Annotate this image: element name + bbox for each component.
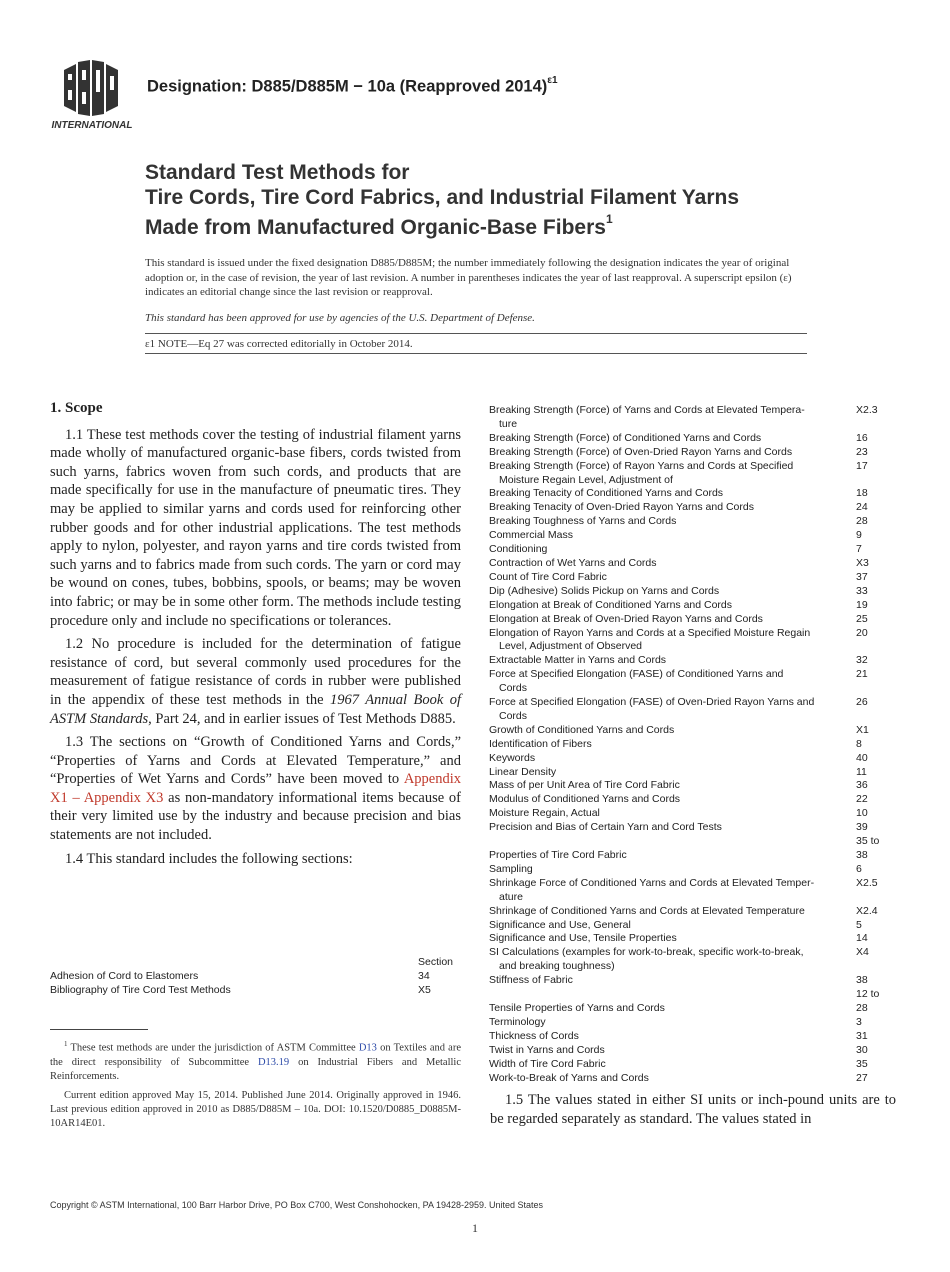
list-item-section-number: 27 (856, 1071, 868, 1084)
list-item-section-number: X2.3 (856, 404, 878, 416)
list-item-title: Breaking Tenacity of Conditioned Yarns and Cords (489, 487, 724, 500)
editorial-note (145, 338, 413, 350)
list-item-section-number: 28 (856, 1001, 868, 1014)
list-item-continuation: ature (499, 890, 523, 903)
list-item (489, 571, 884, 585)
list-item (489, 738, 884, 752)
list-item (489, 835, 884, 849)
document-title (145, 160, 905, 240)
list-item-section-number: 22 (856, 793, 868, 806)
dod-approval: This standard has been approved for use by agencies of the U.S. Department of Defense. (145, 312, 535, 324)
list-item-continuation: Level, Adjustment of Observed (499, 640, 642, 653)
copyright: Copyright © ASTM International, 100 Barr Harbor Drive, PO Box C700, West Conshohocken, PA 19428-2959. United States (50, 1200, 544, 1210)
list-item-section-number: X2.5 (856, 876, 878, 889)
list-item-title: Breaking Strength (Force) of Conditioned Yarns and Cords (489, 431, 762, 444)
list-item-section-number: 36 (856, 779, 868, 792)
list-item-label (489, 724, 856, 738)
list-item-label (489, 404, 856, 432)
list-item-section-number: X1 (856, 723, 869, 736)
list-item-title: Mass of per Unit Area of Tire Cord Fabric (489, 779, 680, 792)
left-column (50, 399, 461, 873)
list-item (489, 1016, 884, 1030)
paragraph-1-4: 1.4 This standard includes the following sections: (65, 850, 353, 867)
list-item-title: Elongation of Rayon Yarns and Cords at a Specified Moisture Regain (489, 626, 811, 639)
p3-text-b: as non-mandatory informational items because of their very limited use by the industry and because precision and bias statements are not included. (50, 789, 461, 844)
list-item (489, 1002, 884, 1016)
list-item (489, 515, 884, 529)
list-item-label (489, 1016, 856, 1030)
list-item-title: Force at Specified Elongation (FASE) of Oven-Dried Rayon Yarns and (489, 696, 815, 709)
list-item-section-number: 38 (856, 974, 868, 987)
list-item-section-number: 26 (856, 696, 868, 709)
list-item-section-number: 35 (856, 1057, 868, 1070)
list-item (489, 807, 884, 821)
list-item-title: Dip (Adhesive) Solids Pickup on Yarns and Cords (489, 584, 720, 597)
list-item (489, 599, 884, 613)
footnote-1 (50, 1037, 461, 1084)
list-item-title: Tensile Properties of Yarns and Cords (489, 1001, 665, 1014)
footnote-2: Current edition approved May 15, 2014. Published June 2014. Originally approved in 1946. Last previous edition approved in 2010 as D885/D885M – 10a. DOI: 10.1520/D0885_D0885M-10AR14E01. (50, 1089, 461, 1129)
list-item (489, 849, 884, 863)
list-item (489, 668, 884, 696)
list-item-section-number: X3 (856, 556, 869, 569)
list-item-label (489, 1002, 856, 1016)
list-item-label (489, 515, 856, 529)
sections-index (489, 404, 884, 1085)
list-item (489, 988, 884, 1002)
row-section-number: X5 (418, 984, 431, 996)
list-item-label (489, 946, 856, 974)
list-item-title: Properties of Tire Cord Fabric (489, 849, 627, 861)
list-item-continuation: ture (499, 417, 518, 430)
list-item-label (489, 432, 856, 446)
list-item-label (489, 766, 856, 780)
list-item (489, 613, 884, 627)
p3-text-a: 1.3 The sections on “Growth of Conditioned Yarns and Cords,” “Properties of Yarns and Cords at Elevated Temperature,” and “Properties of Wet Yarns and Cords” have been moved to (50, 734, 461, 788)
list-item-section-number: 5 (856, 918, 862, 931)
list-item (489, 974, 884, 988)
row-label: Bibliography of Tire Cord Test Methods (50, 984, 231, 996)
scope-heading: 1. Scope (50, 400, 103, 416)
list-item-section-number: 30 (856, 1043, 868, 1056)
list-item (489, 821, 884, 835)
list-item-label (489, 752, 856, 766)
list-item (489, 404, 884, 432)
list-item-section-number: 19 (856, 598, 868, 611)
paragraph-1-2 (50, 635, 461, 728)
list-item (489, 877, 884, 905)
list-item-title: Shrinkage Force of Conditioned Yarns and Cords at Elevated Temper- (489, 876, 815, 889)
list-item (489, 585, 884, 599)
table-row (50, 983, 461, 997)
list-item-continuation: Cords (499, 682, 528, 695)
list-item (489, 724, 884, 738)
list-item-continuation: Cords (499, 709, 528, 722)
list-item (489, 529, 884, 543)
list-item-title: Breaking Strength (Force) of Yarns and Cords at Elevated Tempera- (489, 404, 805, 416)
list-item (489, 766, 884, 780)
list-item-section-number: 35 to (856, 835, 880, 848)
list-item (489, 557, 884, 571)
list-item-section-number: 28 (856, 515, 868, 528)
list-item-title: SI Calculations (examples for work-to-break, specific work-to-break, (489, 946, 804, 959)
list-item-title: Width of Tire Cord Fabric (489, 1057, 606, 1070)
list-item-section-number: 17 (856, 459, 868, 472)
title-footnote-mark[interactable]: 1 (605, 212, 613, 226)
list-item-label (489, 793, 856, 807)
list-item-title: Elongation at Break of Oven-Dried Rayon Yarns and Cords (489, 612, 763, 625)
list-item-title: Elongation at Break of Conditioned Yarns and Cords (489, 598, 733, 611)
list-item-label (489, 932, 856, 946)
list-item-title: Breaking Strength (Force) of Oven-Dried Rayon Yarns and Cords (489, 445, 793, 458)
preamble: This standard is issued under the fixed designation D885/D885M; the number immediately following the designation indicates the year of original adoption or, in the case of revision, the year of last revision. A number in parentheses indicates the year of last reapproval. A superscript epsilon (ε) indicates an editorial change since the last revision or reapproval. (145, 257, 792, 298)
title-line-1: Standard Test Methods for (145, 161, 410, 184)
list-item-section-number: 33 (856, 584, 868, 597)
footnote-mark: 1 (64, 1040, 68, 1048)
list-item-title: Significance and Use, General (489, 918, 631, 931)
list-item-section-number: 40 (856, 751, 868, 764)
list-item-label (489, 557, 856, 571)
list-item-label (489, 849, 856, 863)
footnote-text: on Industrial Fibers and Metallic Reinforcements. (50, 1056, 461, 1082)
list-item-label (489, 585, 856, 599)
list-item-label (489, 529, 856, 543)
list-item (489, 696, 884, 724)
list-item-label (489, 738, 856, 752)
list-item-title: Keywords (489, 751, 536, 764)
logo-subtext: INTERNATIONAL (51, 120, 133, 131)
title-line-3-text: Made from Manufactured Organic-Base Fibers (145, 216, 606, 239)
divider (145, 333, 807, 334)
list-item-title: Extractable Matter in Yarns and Cords (489, 654, 667, 667)
list-item-title: Moisture Regain, Actual (489, 807, 600, 820)
list-item-section-number: 3 (856, 1015, 862, 1028)
paragraph-1-1: 1.1 These test methods cover the testing of industrial filament yarns made wholly of manufactured organic-base fibers, cords twisted from such yarns, fabrics woven from such cords, and products that are made specifically for use in the manufacture of pneumatic tires. They may be applied to similar yarns and cords used for reinforcing other rubber goods and for other industrial applications. The test methods apply to nylon, polyester, and rayon yarns and tire cords twisted from such yarns and to fabrics made from such cords. The yarn or cord may be wound on cones, tubes, bobbins, spools, or beams; may be woven into fabric; or may be in some other form. The methods include testing procedure only and include no specifications or tolerances. (50, 426, 461, 629)
list-item-section-number: 21 (856, 668, 868, 681)
list-item-title: Precision and Bias of Certain Yarn and Cord Tests (489, 821, 722, 834)
list-item (489, 432, 884, 446)
list-item-section-number: 9 (856, 529, 862, 542)
list-item-section-number: 6 (856, 862, 862, 875)
list-item-title: Linear Density (489, 765, 557, 778)
list-item-title: Breaking Tenacity of Oven-Dried Rayon Yarns and Cords (489, 501, 754, 514)
note-text: NOTE—Eq 27 was corrected editorially in October 2014. (155, 338, 413, 350)
list-item-section-number: 18 (856, 487, 868, 500)
appendix-link[interactable]: Appendix X1 – Appendix X3 (50, 771, 461, 806)
list-item-title: Commercial Mass (489, 529, 574, 542)
list-item-label (489, 460, 856, 488)
title-line-3 (145, 210, 905, 240)
list-item-label (489, 905, 856, 919)
list-item (489, 863, 884, 877)
footnote-text: on Textiles and are the direct responsibility of Subcommittee (50, 1042, 461, 1068)
list-item (489, 543, 884, 557)
list-item-section-number: 8 (856, 737, 862, 750)
section-column-header: Section (418, 956, 454, 968)
list-item-label (489, 1044, 856, 1058)
list-item-title: Shrinkage of Conditioned Yarns and Cords at Elevated Temperature (489, 904, 805, 917)
list-item (489, 627, 884, 655)
list-item (489, 932, 884, 946)
list-item-title: Identification of Fibers (489, 737, 592, 750)
sections-table (50, 955, 461, 997)
list-item-label (489, 1030, 856, 1044)
list-item-section-number: 24 (856, 501, 868, 514)
list-item-section-number: 31 (856, 1029, 868, 1042)
list-item-label (489, 613, 856, 627)
designation (147, 77, 558, 97)
list-item (489, 752, 884, 766)
subcommittee-link[interactable]: D13.19 (257, 1056, 290, 1068)
list-item (489, 460, 884, 488)
designation-epsilon: ε1 (547, 75, 558, 86)
row-section-number: 34 (418, 970, 430, 982)
title-line-2: Tire Cords, Tire Cord Fabrics, and Industrial Filament Yarns (145, 186, 739, 209)
list-item-section-number: 25 (856, 612, 868, 625)
list-item-label (489, 599, 856, 613)
list-item-section-number: 23 (856, 445, 868, 458)
list-item-title: Count of Tire Cord Fabric (489, 570, 607, 583)
astm-logo (50, 60, 134, 132)
list-item-label (489, 501, 856, 515)
designation-text: Designation: D885/D885M − 10a (Reapproved 2014) (147, 77, 548, 96)
list-item-label (489, 919, 856, 933)
list-item-title: Twist in Yarns and Cords (489, 1043, 605, 1056)
list-item (489, 654, 884, 668)
list-item (489, 1058, 884, 1072)
list-item-title: Growth of Conditioned Yarns and Cords (489, 723, 675, 736)
list-item-label (489, 627, 856, 655)
list-item (489, 1072, 884, 1086)
list-item-title: Breaking Toughness of Yarns and Cords (489, 515, 677, 528)
list-item-title: Contraction of Wet Yarns and Cords (489, 556, 657, 569)
list-item-section-number: 7 (856, 543, 862, 556)
p2-text-b: , Part 24, and in earlier issues of Test Methods D885. (148, 710, 456, 727)
list-item-section-number: 12 to (856, 988, 880, 1001)
list-item-label (489, 668, 856, 696)
list-item-title: Conditioning (489, 543, 548, 556)
list-item (489, 1044, 884, 1058)
list-item-section-number: 38 (856, 849, 868, 861)
list-item-label (489, 779, 856, 793)
list-item-label (489, 543, 856, 557)
list-item-label (489, 696, 856, 724)
footnotes (50, 1037, 461, 1136)
list-item (489, 793, 884, 807)
list-item-title: Stiffness of Fabric (489, 974, 573, 987)
page-number: 1 (472, 1221, 478, 1235)
list-item (489, 1030, 884, 1044)
list-item-label (489, 821, 856, 835)
list-item-section-number: X2.4 (856, 904, 878, 917)
row-label: Adhesion of Cord to Elastomers (50, 970, 199, 982)
list-item-title: Breaking Strength (Force) of Rayon Yarns and Cords at Specified (489, 459, 794, 472)
list-item-label (489, 807, 856, 821)
list-item (489, 779, 884, 793)
footnote-divider (50, 1029, 148, 1030)
list-item-title: Modulus of Conditioned Yarns and Cords (489, 793, 681, 806)
list-item-section-number: 37 (856, 570, 868, 583)
sections-table-header (50, 955, 461, 969)
list-item-label (489, 487, 856, 501)
list-item-title: Sampling (489, 862, 533, 875)
list-item-label (489, 974, 856, 988)
list-item-title: Force at Specified Elongation (FASE) of Conditioned Yarns and (489, 668, 784, 681)
paragraph-1-5: 1.5 The values stated in either SI units or inch-pound units are to be regarded separately as standard. The values stated in (490, 1092, 896, 1127)
footnote-text: These test methods are under the jurisdiction of ASTM Committee (67, 1042, 359, 1054)
list-item-label (489, 1058, 856, 1072)
note-epsilon: ε1 (145, 338, 156, 350)
list-item-continuation: and breaking toughness) (499, 960, 615, 973)
paragraph-1-3 (50, 733, 461, 845)
list-item (489, 501, 884, 515)
list-item-section-number: 39 (856, 821, 868, 834)
list-item-continuation: Moisture Regain Level, Adjustment of (499, 473, 673, 486)
list-item-section-number: X4 (856, 946, 869, 959)
p2-book-title: 1967 Annual Book of ASTM Standards (50, 691, 461, 727)
list-item-label (489, 446, 856, 460)
list-item (489, 919, 884, 933)
list-item-title: Terminology (489, 1015, 546, 1028)
list-item-section-number: 14 (856, 932, 868, 945)
list-item-label (489, 1072, 856, 1086)
list-item-label (489, 863, 856, 877)
list-item-section-number: 10 (856, 807, 868, 820)
list-item (489, 905, 884, 919)
list-item (489, 446, 884, 460)
list-item (489, 487, 884, 501)
list-item (489, 946, 884, 974)
list-item-label (489, 654, 856, 668)
divider (145, 353, 807, 354)
table-row (50, 969, 461, 983)
list-item-title: Work-to-Break of Yarns and Cords (489, 1071, 649, 1084)
list-item-section-number: 11 (856, 765, 867, 778)
list-item-section-number: 20 (856, 626, 868, 639)
committee-link[interactable]: D13 (358, 1042, 377, 1054)
list-item-section-number: 32 (856, 654, 868, 667)
list-item-title: Significance and Use, Tensile Properties (489, 932, 677, 945)
p2-text-a: 1.2 No procedure is included for the determination of fatigue resistance of cord, but several commonly used procedures for the measurement of fatigue resistance of cords in rubber were published in the appendix of these test methods in the (50, 636, 461, 708)
list-item-title: Thickness of Cords (489, 1029, 579, 1042)
list-item-label (489, 571, 856, 585)
list-item-section-number: 16 (856, 431, 868, 444)
list-item-label (489, 877, 856, 905)
